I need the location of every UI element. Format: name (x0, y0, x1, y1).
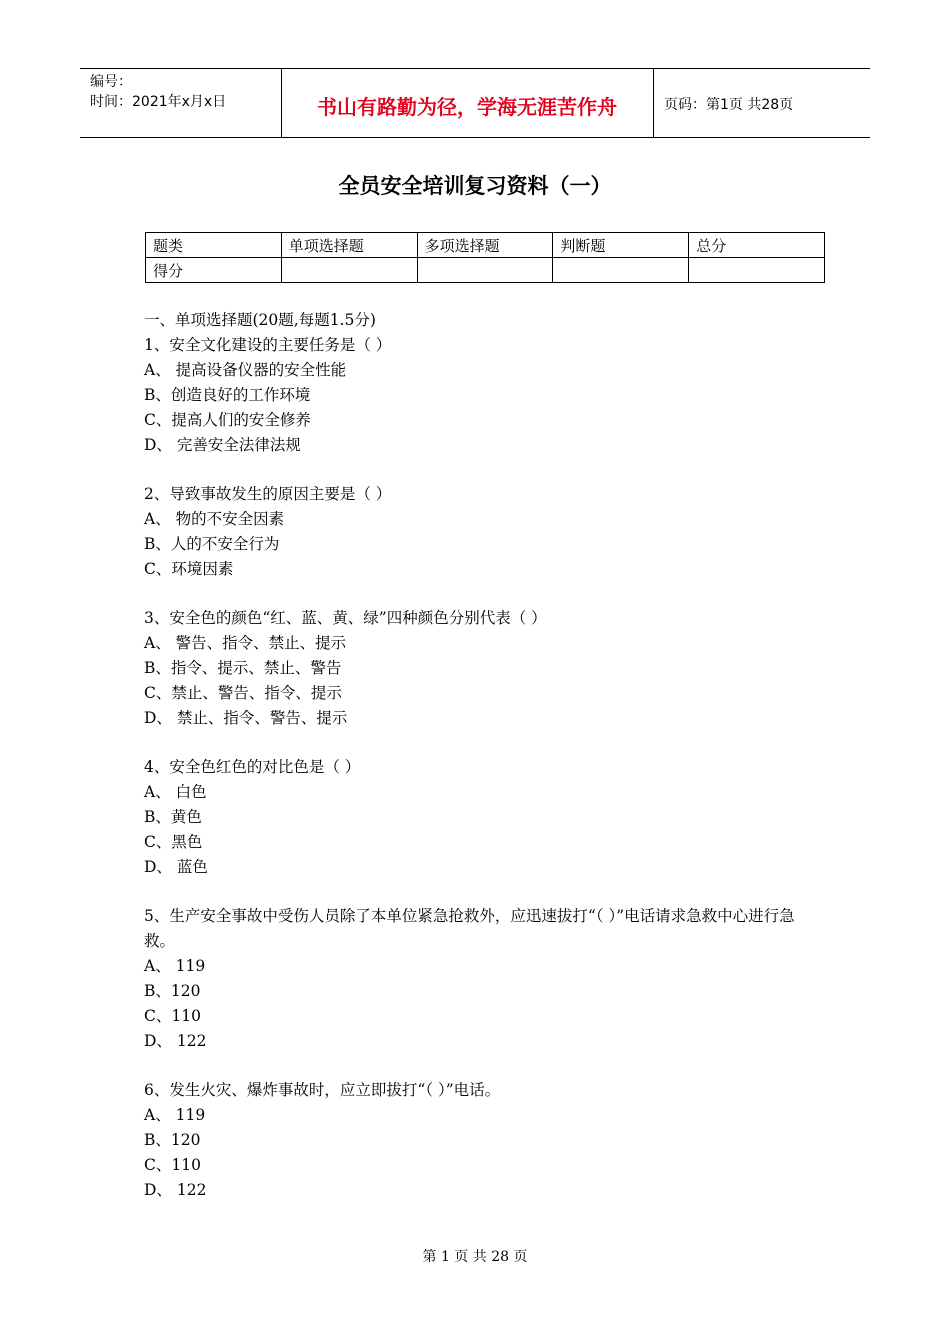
question-stem: 2、导致事故发生的原因主要是（ ） (144, 485, 392, 503)
question-option: A、 提高设备仪器的安全性能 (144, 361, 347, 379)
question-option: D、 禁止、指令、警告、提示 (144, 709, 348, 727)
question-option: B、人的不安全行为 (144, 535, 280, 553)
section-heading: 一、单项选择题(20题,每题1.5分) (144, 311, 376, 329)
question-option: C、环境因素 (144, 560, 234, 578)
question-option: A、 白色 (144, 783, 207, 801)
score-table-cell (553, 258, 689, 283)
score-table-cell: 判断题 (553, 233, 689, 258)
score-table-row (146, 258, 825, 283)
question-block (144, 606, 824, 731)
document-number-label: 编号： (90, 74, 132, 90)
question-option: C、110 (144, 1007, 201, 1025)
question-option: D、 122 (144, 1181, 207, 1199)
question-section (144, 308, 824, 1203)
question-stem: 6、发生火灾、爆炸事故时，应立即拔打“（ ）”电话。 (144, 1081, 501, 1099)
score-table-header-row (146, 233, 825, 258)
score-table-cell: 总分 (689, 233, 825, 258)
header-middle-cell (281, 69, 654, 137)
question-option: A、 警告、指令、禁止、提示 (144, 634, 347, 652)
question-block (144, 482, 824, 582)
question-option: A、 119 (144, 957, 206, 975)
header-right-cell (654, 69, 870, 137)
question-option: C、提高人们的安全修养 (144, 411, 311, 429)
score-table-cell: 多项选择题 (417, 233, 553, 258)
question-option: C、黑色 (144, 833, 203, 851)
question-option: D、 蓝色 (144, 858, 208, 876)
question-stem: 1、安全文化建设的主要任务是（ ） (144, 336, 392, 354)
page-info: 页码：第1页 共28页 (664, 97, 794, 113)
question-block (144, 904, 824, 1054)
score-table-cell (281, 258, 417, 283)
score-table-cell: 题类 (146, 233, 282, 258)
question-block (144, 755, 824, 880)
question-option: C、禁止、警告、指令、提示 (144, 684, 342, 702)
question-stem: 5、生产安全事故中受伤人员除了本单位紧急抢救外，应迅速拔打“（ ）”电话请求急救中心进行急救。 (144, 907, 795, 950)
question-option: B、120 (144, 982, 201, 1000)
page-header (80, 68, 870, 138)
score-table (145, 232, 825, 283)
score-table-cell (689, 258, 825, 283)
score-table-cell: 单项选择题 (281, 233, 417, 258)
question-stem: 3、安全色的颜色“红、蓝、黄、绿”四种颜色分别代表（ ） (144, 609, 547, 627)
question-option: B、黄色 (144, 808, 202, 826)
question-option: D、 完善安全法律法规 (144, 436, 301, 454)
header-left-cell (80, 69, 282, 137)
date-line: 时间：2021年x月x日 (90, 94, 227, 110)
question-block (144, 333, 824, 458)
score-table-cell (417, 258, 553, 283)
question-option: B、创造良好的工作环境 (144, 386, 311, 404)
question-option: A、 物的不安全因素 (144, 510, 285, 528)
question-block (144, 1078, 824, 1203)
question-option: C、110 (144, 1156, 201, 1174)
question-option: B、120 (144, 1131, 201, 1149)
page-footer: 第 1 页 共 28 页 (422, 1249, 528, 1265)
question-option: A、 119 (144, 1106, 206, 1124)
document-title: 全员安全培训复习资料（一） (338, 173, 612, 198)
question-stem: 4、安全色红色的对比色是（ ） (144, 758, 361, 776)
header-motto: 书山有路勤为径，学海无涯苦作舟 (317, 95, 617, 119)
question-option: D、 122 (144, 1032, 207, 1050)
score-table-cell: 得分 (146, 258, 282, 283)
question-option: B、指令、提示、禁止、警告 (144, 659, 342, 677)
